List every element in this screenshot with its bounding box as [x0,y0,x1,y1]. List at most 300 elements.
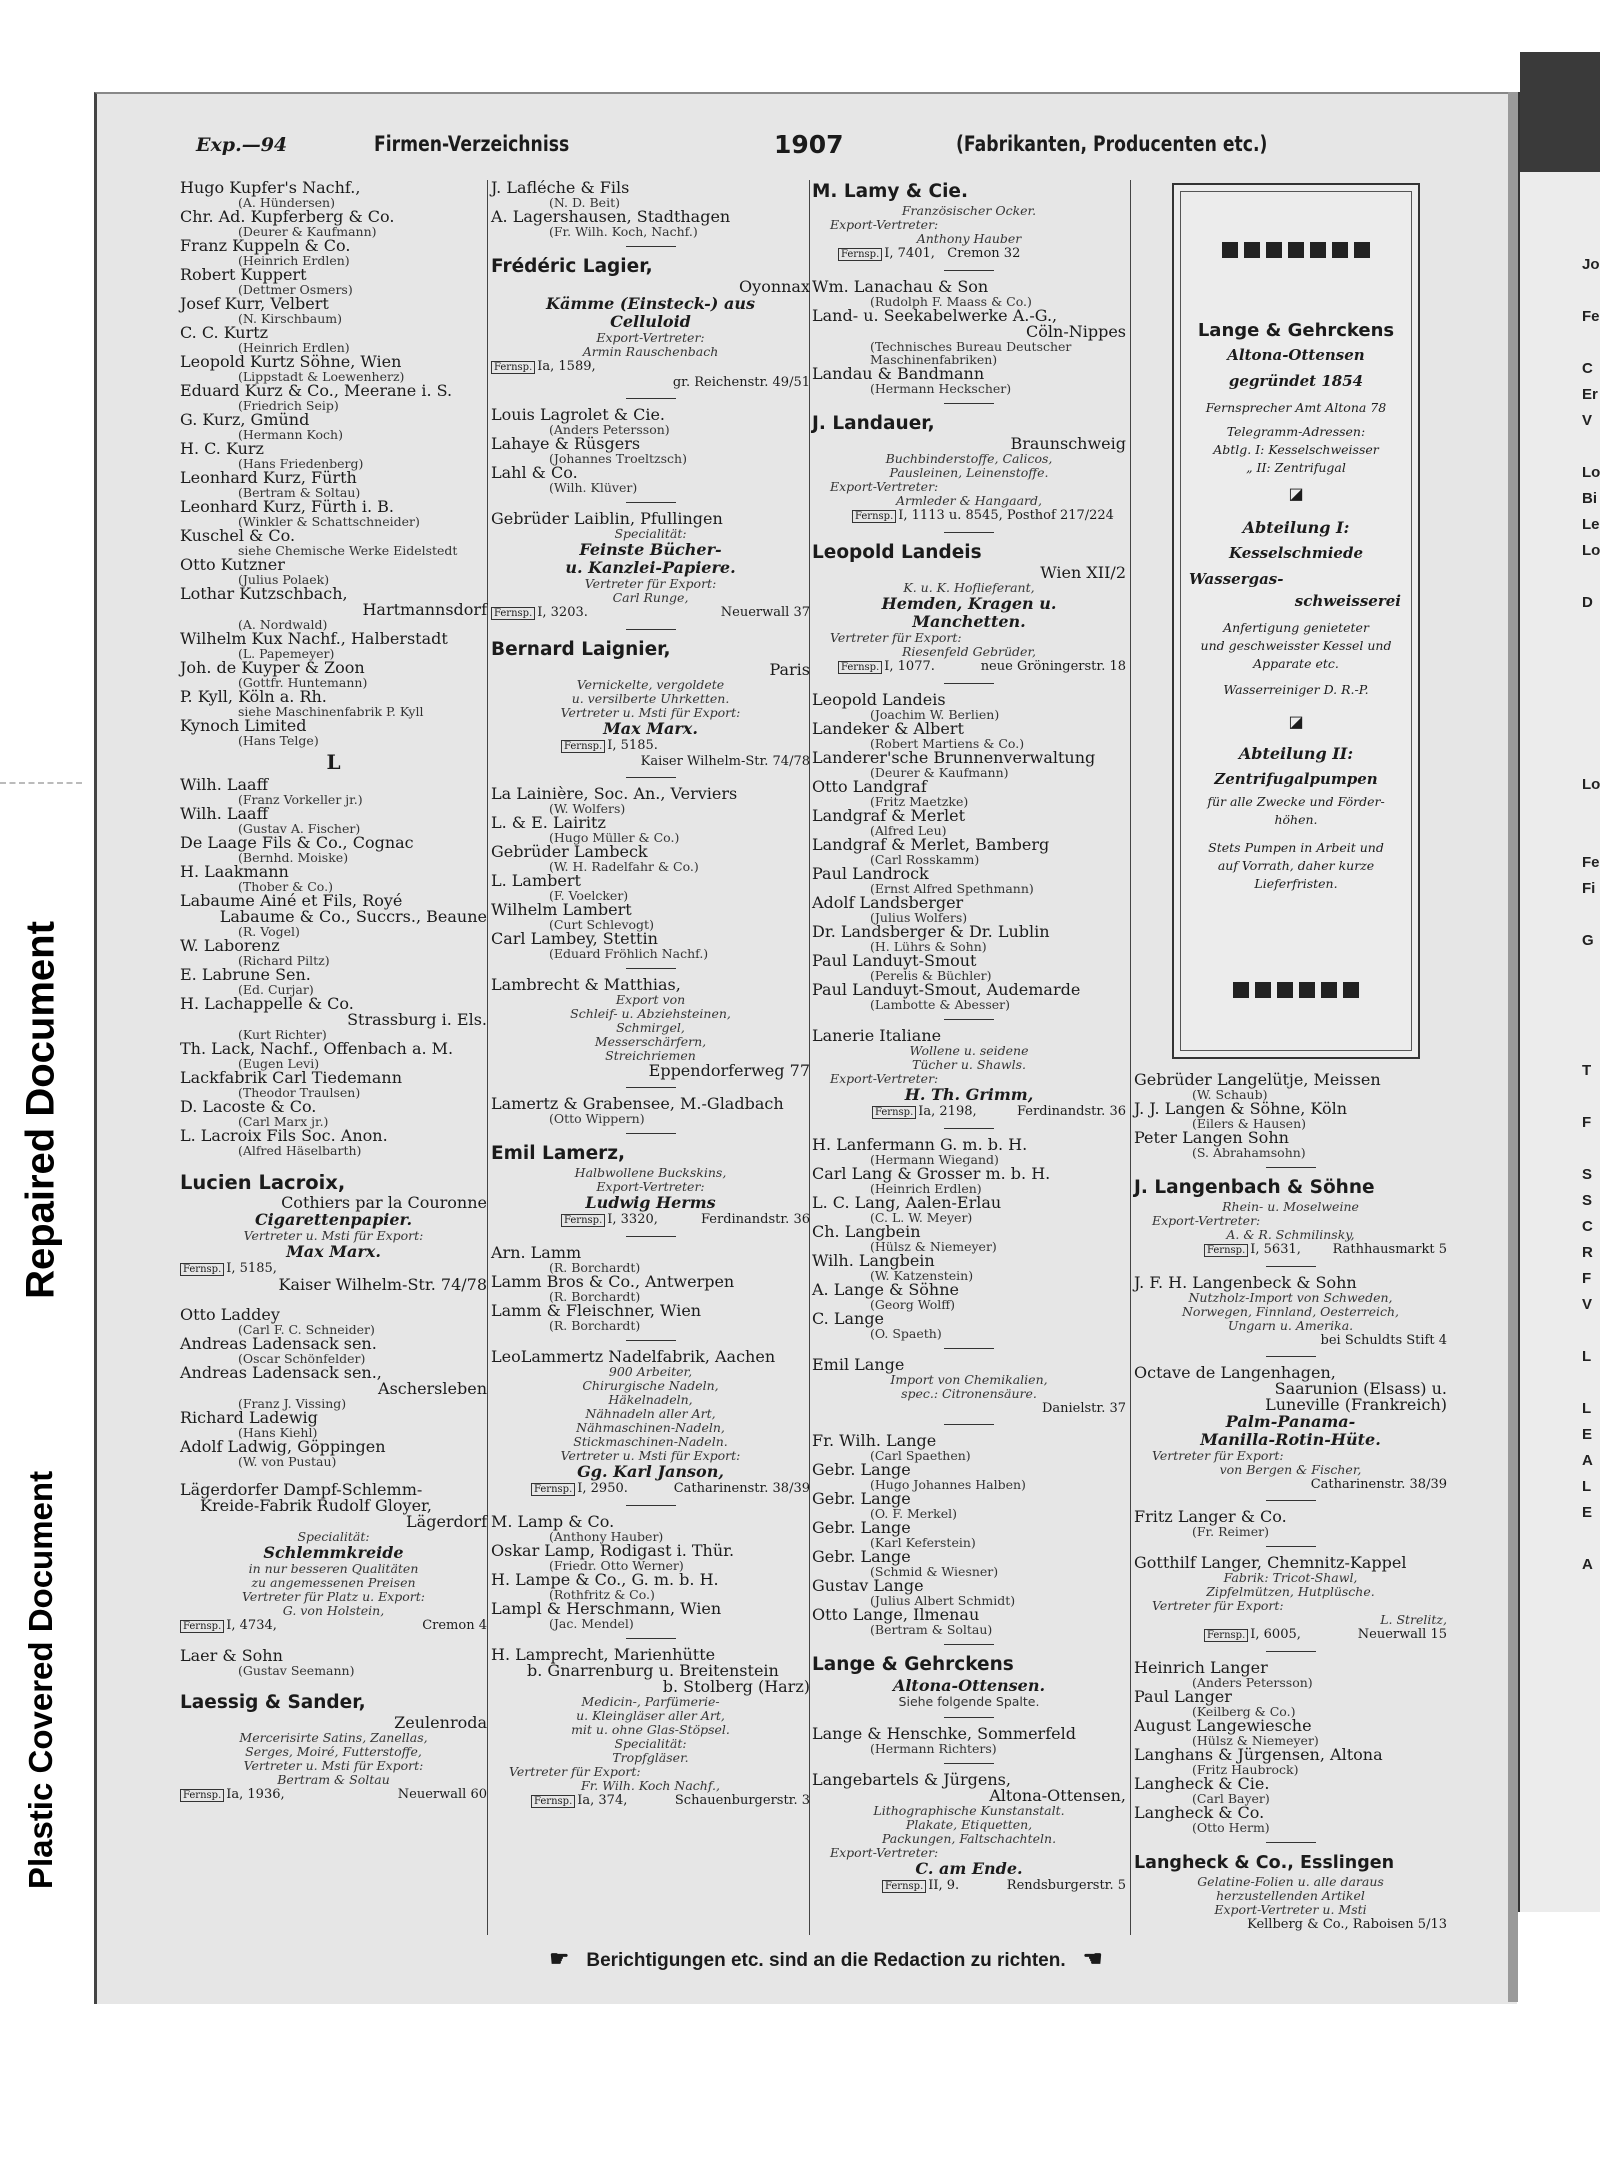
listing [812,1224,1126,1253]
ad-detail: für alle Zwecke und Förder- [1207,794,1385,809]
firm-city: Hartmannsdorf [362,600,487,619]
ad-section: Abteilung I: [1242,518,1350,537]
firm-name: Lahl & Co. [491,463,578,482]
ad-title: Lange & Gehrckens [1197,320,1395,341]
firm-agent: Max Marx. [286,1242,381,1261]
listing [491,407,810,436]
firm-name: Octave de Langenhagen, [1134,1363,1336,1382]
listing-laegerdorf [180,1482,487,1634]
firm-name: Ch. Langbein [812,1222,921,1241]
firm-agent: (Heinrich Erdlen) [238,340,350,355]
firm-name: Lanerie Italiane [812,1026,942,1045]
firm-detail: Messerschärfern, [594,1034,707,1049]
listing-lamerz [491,1142,810,1228]
firm-city: b. Stolberg (Harz) [662,1677,810,1696]
firm-agent: (Deurer & Kaufmann) [870,765,1009,780]
listing [180,354,487,383]
firm-agent: (Oscar Schönfelder) [238,1351,366,1366]
firm-agent: (Ernst Alfred Spethmann) [870,881,1034,896]
firm-detail: Vertreter u. Msti für Export: [560,1448,741,1463]
column-1 [180,180,487,1803]
firm-agent: (Rothfritz & Co.) [549,1587,655,1602]
firm-agent: (Carl Bayer) [1192,1791,1270,1806]
firm-detail: Vertreter für Platz u. Export: [242,1589,425,1604]
firm-name: Adolf Landsberger [812,893,964,912]
listing [812,924,1126,953]
firm-name: Lackfabrik Carl Tiedemann [180,1068,402,1087]
ad-section: schweisserei [1294,592,1401,610]
listing [180,777,487,806]
ad-detail: und geschweisster Kessel und [1200,638,1392,653]
firm-detail: Lithographische Kunstanstalt. [873,1803,1065,1818]
listing [491,465,810,494]
ad-detail: höhen. [1274,812,1318,827]
listing [1134,1747,1447,1776]
listing [180,586,487,631]
listing [180,893,487,938]
firm-name: De Laage Fils & Co., Cognac [180,833,414,852]
firm-detail: Vertreter für Export: [1152,1598,1284,1613]
listing [812,1491,1126,1520]
adjacent-page-letter: V [1582,412,1593,429]
firm-name: La Lainière, Soc. An., Verviers [491,784,738,803]
firm-agent: (Franz Vorkeller jr.) [238,792,363,807]
firm-agent: (Franz J. Vissing) [238,1396,347,1411]
firm-name: Langheck & Co., Esslingen [1134,1853,1395,1873]
adjacent-page-letter: R [1582,1244,1593,1261]
firm-agent: (R. Borchardt) [549,1289,641,1304]
firm-agent: Riesenfeld Gebrüder, [901,644,1037,659]
listing [812,1520,1126,1549]
firm-detail: Mercerisirte Satins, Zanellas, [239,1730,428,1745]
telephone: Fernsp. Ia, 1936, Neuerwall 60 [180,1787,487,1803]
adjacent-page-letter [1582,980,1600,1006]
firm-name: Chr. Ad. Kupferberg & Co. [180,207,395,226]
listing-lamprecht [491,1647,810,1809]
firm-agent: Carl Runge, [612,590,689,605]
telephone: Fernsp. I, 4734, Cremon 4 [180,1618,487,1634]
firm-detail: Nutzholz-Import von Schweden, [1188,1290,1393,1305]
firm-name: Laer & Sohn [180,1646,283,1665]
firm-name: H. Lamprecht, Marienhütte [491,1645,716,1664]
listing [812,837,1126,866]
firm-agent: (Otto Herm) [1192,1820,1270,1835]
firm-name: C. Lange [812,1309,885,1328]
firm-name: Heinrich Langer [1134,1658,1268,1677]
telephone: Fernsp. I, 1077. neue Gröningerstr. 18 [812,659,1126,675]
firm-detail: Ungarn u. Amerika. [1227,1318,1354,1333]
firm-name: Kreide-Fabrik Rudolf Gloyer, [200,1496,433,1515]
firm-agent: (Wilh. Klüver) [549,480,638,495]
firm-agent: Anthony Hauber [916,231,1022,246]
firm-agent: (W. H. Radelfahr & Co.) [549,859,699,874]
listing-laessig [180,1691,487,1803]
firm-detail: Specialität: [297,1529,370,1544]
firm-detail: Häkelnadeln, [608,1392,693,1407]
ad-detail: Wasserreiniger D. R.-P. [1223,682,1369,697]
listing [180,1365,487,1410]
firm-specialty: Manilla-Rotin-Hüte. [1200,1430,1381,1449]
firm-name: Gebr. Lange [812,1460,911,1479]
firm-agent: (Eugen Levi) [238,1056,320,1071]
adjacent-page-letter [1582,824,1600,850]
firm-detail: Norwegen, Finnland, Oesterreich, [1181,1304,1399,1319]
listing [1134,1718,1447,1747]
listing-landeis [812,541,1126,675]
listing [491,1303,810,1332]
listing [491,1543,810,1572]
listing [180,441,487,470]
firm-detail: Wollene u. seidene [909,1043,1029,1058]
firm-agent: (Heinrich Erdlen) [870,1181,982,1196]
firm-agent: (Gustav Seemann) [238,1663,355,1678]
adjacent-page-letter: A [1582,1556,1593,1573]
listing [491,1096,810,1125]
firm-detail: K. u. K. Hoflieferant, [903,580,1035,595]
firm-agent: (W. Katzenstein) [870,1268,974,1283]
firm-agent: (Friedrich Seip) [238,398,339,413]
firm-agent: (Thober & Co.) [238,879,333,894]
firm-agent: (Eilers & Hausen) [1192,1116,1307,1131]
listing [1134,1130,1447,1159]
firm-name: Frédéric Lagier, [491,256,653,277]
firm-name: Wm. Lanachau & Son [812,277,989,296]
firm-name: Lägerdorfer Dampf-Schlemm- [180,1480,423,1499]
firm-name: H. Lampe & Co., G. m. b. H. [491,1570,719,1589]
adjacent-page-letter: Fe [1582,308,1600,325]
firm-detail: Export-Vertreter: [830,217,939,232]
firm-name: Leopold Landeis [812,542,982,563]
adjacent-page-letter [1582,1526,1600,1552]
firm-agent: (C. L. W. Meyer) [870,1210,973,1225]
ad-section: Zentrifugalpumpen [1214,770,1378,788]
firm-name: J. Lafléche & Fils [491,178,630,197]
firm-agent: (Julius Albert Schmidt) [870,1593,1016,1608]
listing [812,1137,1126,1166]
telephone: Fernsp. I, 3320, Ferdinandstr. 36 [491,1212,810,1228]
listing [180,557,487,586]
firm-agent: (Anthony Hauber) [549,1529,664,1544]
listing [180,631,487,660]
firm-name: H. Lachappelle & Co. [180,994,354,1013]
listing-lammertz [491,1349,810,1497]
firm-name: Leopold Kurtz Söhne, Wien [180,352,402,371]
firm-detail: in nur besseren Qualitäten [248,1561,419,1576]
firm-name: Otto Lange, Ilmenau [812,1605,980,1624]
listing [812,1549,1126,1578]
adjacent-page [1518,92,1600,1912]
adjacent-page-letter [1582,434,1600,460]
ornament-bar [1181,982,1411,998]
firm-name: Eduard Kurz & Co., Meerane i. S. [180,381,453,400]
adjacent-page-letter [1582,902,1600,928]
listing-langenbach [1134,1176,1447,1258]
firm-detail: Schmirgel, [616,1020,685,1035]
listing [491,1274,810,1303]
firm-detail: Serges, Moiré, Futterstoffe, [245,1744,422,1759]
firm-detail: Export-Vertreter: [596,1179,705,1194]
firm-name: Lamm & Fleischner, Wien [491,1301,702,1320]
listing [180,1439,487,1468]
firm-agent: (W. von Pustau) [238,1454,337,1469]
listing [180,938,487,967]
firm-agent: (Anders Petersson) [1192,1675,1313,1690]
pointing-hand-right-icon: ☛ [549,1946,570,1971]
firm-name: Langhans & Jürgensen, Altona [1134,1745,1383,1764]
adjacent-page-letter: Le [1582,516,1600,533]
adjacent-page-letter: E [1582,1504,1593,1521]
firm-city: Altona-Ottensen, [989,1786,1126,1805]
listing [812,1253,1126,1282]
repaired-document-label: Repaired Document [18,921,63,1299]
adjacent-page-letter: L [1582,1348,1592,1365]
firm-agent: (Keilberg & Co.) [1192,1704,1296,1719]
adjacent-page-letter: S [1582,1166,1593,1183]
firm-detail: Halbwollene Buckskins, [574,1165,727,1180]
listing [812,982,1126,1011]
firm-agent: (Richard Piltz) [238,953,330,968]
firm-agent: (H. Lührs & Sohn) [870,939,987,954]
firm-name: J. F. H. Langenbeck & Sohn [1134,1273,1357,1292]
firm-detail: Import von Chemikalien, [890,1372,1048,1387]
firm-agent: (Carl Rosskamm) [870,852,980,867]
adjacent-page-letter: Er [1582,386,1598,403]
listing [812,1578,1126,1607]
firm-agent: (Julius Polaek) [238,572,330,587]
firm-name: Laessig & Sander, [180,1692,366,1713]
firm-name: Wilh. Laaff [180,775,268,794]
firm-agent: (Ed. Curjar) [238,982,314,997]
ad-section: Abteilung II: [1238,744,1354,763]
listing [180,1307,487,1336]
listing [812,1282,1126,1311]
listing-lacroix [180,1171,487,1293]
firm-name: b. Gnarrenburg u. Breitenstein [527,1661,779,1680]
firm-agent: (W. Wolfers) [549,801,626,816]
firm-name: Fr. Wilh. Lange [812,1431,937,1450]
firm-detail: Vernickelte, vergoldete [576,677,725,692]
firm-name: Kynoch Limited [180,716,307,735]
firm-city: Oyonnax [739,277,810,296]
firm-specialty: Feinste Bücher- [579,540,722,559]
adjacent-page-letter: C [1582,360,1593,377]
listing [491,815,810,844]
ad-phone: Fernsprecher Amt Altona 78 [1205,400,1387,415]
firm-name: Wilhelm Lambert [491,900,632,919]
firm-agent: (F. Voelcker) [549,888,629,903]
firm-agent: (Carl F. C. Schneider) [238,1322,375,1337]
firm-detail: Export-Vertreter: [596,330,705,345]
listing [180,499,487,528]
firm-name: Oskar Lamp, Rodigast i. Thür. [491,1541,735,1560]
pointing-hand-left-icon: ☚ [1082,1946,1103,1971]
listing [812,750,1126,779]
firm-name: Landau & Bandmann [812,364,985,383]
adjacent-page-letter [1582,330,1600,356]
adjacent-page-letter: D [1582,594,1593,611]
telephone: Fernsp. I, 5631, Rathhausmarkt 5 [1134,1242,1447,1258]
firm-name: Andreas Ladensack sen. [180,1334,377,1353]
firm-agent: Armin Rauschenbach [582,344,719,359]
listing [812,1726,1126,1755]
firm-detail: zu angemessenen Preisen [251,1575,416,1590]
firm-name: Carl Lang & Grosser m. b. H. [812,1164,1051,1183]
firm-name: Andreas Ladensack sen., [180,1363,382,1382]
firm-agent: (R. Borchardt) [549,1260,641,1275]
firm-address: Danielstr. 37 [1041,1401,1126,1416]
listing [1134,1072,1447,1101]
firm-agent: (Robert Martiens & Co.) [870,736,1025,751]
firm-name: Gustav Lange [812,1576,924,1595]
firm-detail: Vertreter u. Msti für Export: [560,705,741,720]
firm-detail: Zipfelmützen, Hutplüsche. [1206,1584,1375,1599]
telephone: Fernsp. Ia, 1589, [491,359,810,375]
adjacent-page-letter: Bi [1582,490,1597,507]
adjacent-page-text [1582,252,1600,1578]
firm-name: Lahaye & Rüsgers [491,434,641,453]
firm-name: Paul Landrock [812,864,929,883]
adjacent-page-letter: T [1582,1062,1592,1079]
listing [180,470,487,499]
adjacent-page-letter: Lo [1582,464,1600,481]
firm-name: W. Laborenz [180,936,280,955]
page-header [196,130,1376,160]
firm-detail: Tücher u. Shawls. [912,1057,1026,1072]
firm-name: Emil Lange [812,1355,905,1374]
firm-agent: G. von Holstein, [282,1603,385,1618]
firm-specialty: Hemden, Kragen u. [881,594,1057,613]
firm-detail: Export-Vertreter: [1152,1213,1261,1228]
firm-agent: (Bernhd. Moiske) [238,850,349,865]
firm-detail: Schleif- u. Abziehsteinen, [570,1006,731,1021]
firm-agent: Gg. Karl Janson, [577,1462,724,1481]
firm-address: Kaiser Wilhelm-Str. 74/78 [640,754,810,769]
firm-agent: (Bertram & Soltau) [870,1622,993,1637]
listing-langenbeck [1134,1275,1447,1348]
firm-agent: (O. Spaeth) [870,1326,942,1341]
firm-name: LeoLammertz Nadelfabrik, Aachen [491,1347,776,1366]
firm-name: Lucien Lacroix, [180,1171,346,1194]
firm-name: C. C. Kurtz [180,323,269,342]
firm-agent: (A. Nordwald) [238,617,328,632]
firm-name: Th. Lack, Nachf., Offenbach a. M. [180,1039,454,1058]
page-edge [1508,92,1518,2002]
listing [491,1572,810,1601]
firm-agent: Armleder & Hangaard, [896,493,1042,508]
firm-detail: Nähnadeln aller Art, [585,1406,716,1421]
listing [180,1648,487,1677]
listing [812,866,1126,895]
page-subtitle: (Fabrikanten, Producenten etc.) [956,132,1268,156]
firm-address: Catharinenstr. 38/39 [1310,1477,1447,1492]
firm-name: H. C. Kurz [180,439,264,458]
firm-agent: (W. Schaub) [1192,1087,1268,1102]
adjacent-page-letter [1582,954,1600,980]
listing [180,383,487,412]
firm-agent: (Dettmer Osmers) [238,282,353,297]
advertisement-lange-gehrckens [1172,183,1420,1059]
firm-name: Wilh. Laaff [180,804,268,823]
firm-detail: u. Kleingläser aller Art, [576,1708,725,1723]
firm-agent: von Bergen & Fischer, [1219,1462,1362,1477]
adjacent-page-letter: V [1582,1296,1593,1313]
firm-name: Kuschel & Co. [180,526,296,545]
column-rule [1130,180,1131,1935]
firm-agent: (Hülsz & Niemeyer) [1192,1733,1319,1748]
section-letter: L [326,750,341,774]
firm-detail: Export-Vertreter: [830,1071,939,1086]
ad-detail: auf Vorrath, daher kurze [1217,858,1375,873]
adjacent-page-letter: A [1582,1452,1593,1469]
listing [180,996,487,1041]
firm-detail: Streichriemen [605,1048,696,1063]
listing [491,1514,810,1543]
firm-agent: (Hans Kiehl) [238,1425,318,1440]
firm-name: Gebrüder Langelütje, Meissen [1134,1070,1381,1089]
adjacent-page-letter [1582,616,1600,642]
adjacent-page-letter: E [1582,1426,1593,1443]
firm-name: Richard Ladewig [180,1408,318,1427]
firm-agent: (Hermann Wiegand) [870,1152,999,1167]
firm-name: Emil Lamerz, [491,1143,626,1164]
firm-name: Landgraf & Merlet [812,806,965,825]
firm-name: Otto Landgraf [812,777,927,796]
listing [812,1166,1126,1195]
listing-landauer [812,412,1126,524]
adjacent-page-letter: Fe [1582,854,1600,871]
firm-name: Leonhard Kurz, Fürth i. B. [180,497,395,516]
telephone: Fernsp. I, 6005, Neuerwall 15 [1134,1627,1447,1643]
firm-name: Leopold Landeis [812,690,946,709]
listing [180,718,487,747]
firm-name: Landerer'sche Brunnenverwaltung [812,748,1096,767]
firm-name: Lange & Henschke, Sommerfeld [812,1724,1076,1743]
firm-name: Labaume Ainé et Fils, Royé [180,891,403,910]
firm-name: Wilh. Langbein [812,1251,935,1270]
ad-detail: Lieferfristen. [1254,876,1338,891]
ad-detail: Anfertigung genieteter [1223,620,1369,635]
firm-name: Wilhelm Kux Nachf., Halberstadt [180,629,448,648]
firm-name: L. Lambert [491,871,581,890]
ad-telegram: Abtlg. I: Kesselschweisser [1213,442,1379,457]
firm-agent: (Hermann Heckscher) [870,381,1012,396]
firm-detail: Medicin-, Parfümerie- [581,1694,720,1709]
firm-agent: (Perelis & Büchler) [870,968,992,983]
firm-name: Leonhard Kurz, Fürth [180,468,357,487]
firm-name: Lothar Kutzschbach, [180,584,348,603]
listing [180,1070,487,1099]
firm-detail: Vertreter für Export: [830,630,962,645]
adjacent-page-letter: C [1582,1218,1593,1235]
tab-divider [0,782,82,784]
firm-detail: spec.: Citronensäure. [901,1386,1037,1401]
firm-detail: Specialität: [614,526,687,541]
listing [180,325,487,354]
listing [1134,1509,1447,1538]
firm-city: Labaume & Co., Succrs., Beaune [219,907,487,926]
firm-agent: C. am Ende. [915,1859,1023,1878]
firm-agent: (Hermann Richters) [870,1741,997,1756]
firm-detail: Rhein- u. Moselweine [1222,1199,1359,1214]
listing [491,844,810,873]
firm-name: Franz Kuppeln & Co. [180,236,351,255]
firm-name: A. Lange & Söhne [812,1280,959,1299]
firm-name: Lamertz & Grabensee, M.-Gladbach [491,1094,784,1113]
firm-agent: (Lippstadt & Loewenherz) [238,369,405,384]
firm-name: E. Labrune Sen. [180,965,311,984]
listing [180,864,487,893]
firm-name: J. Landauer, [812,413,935,434]
